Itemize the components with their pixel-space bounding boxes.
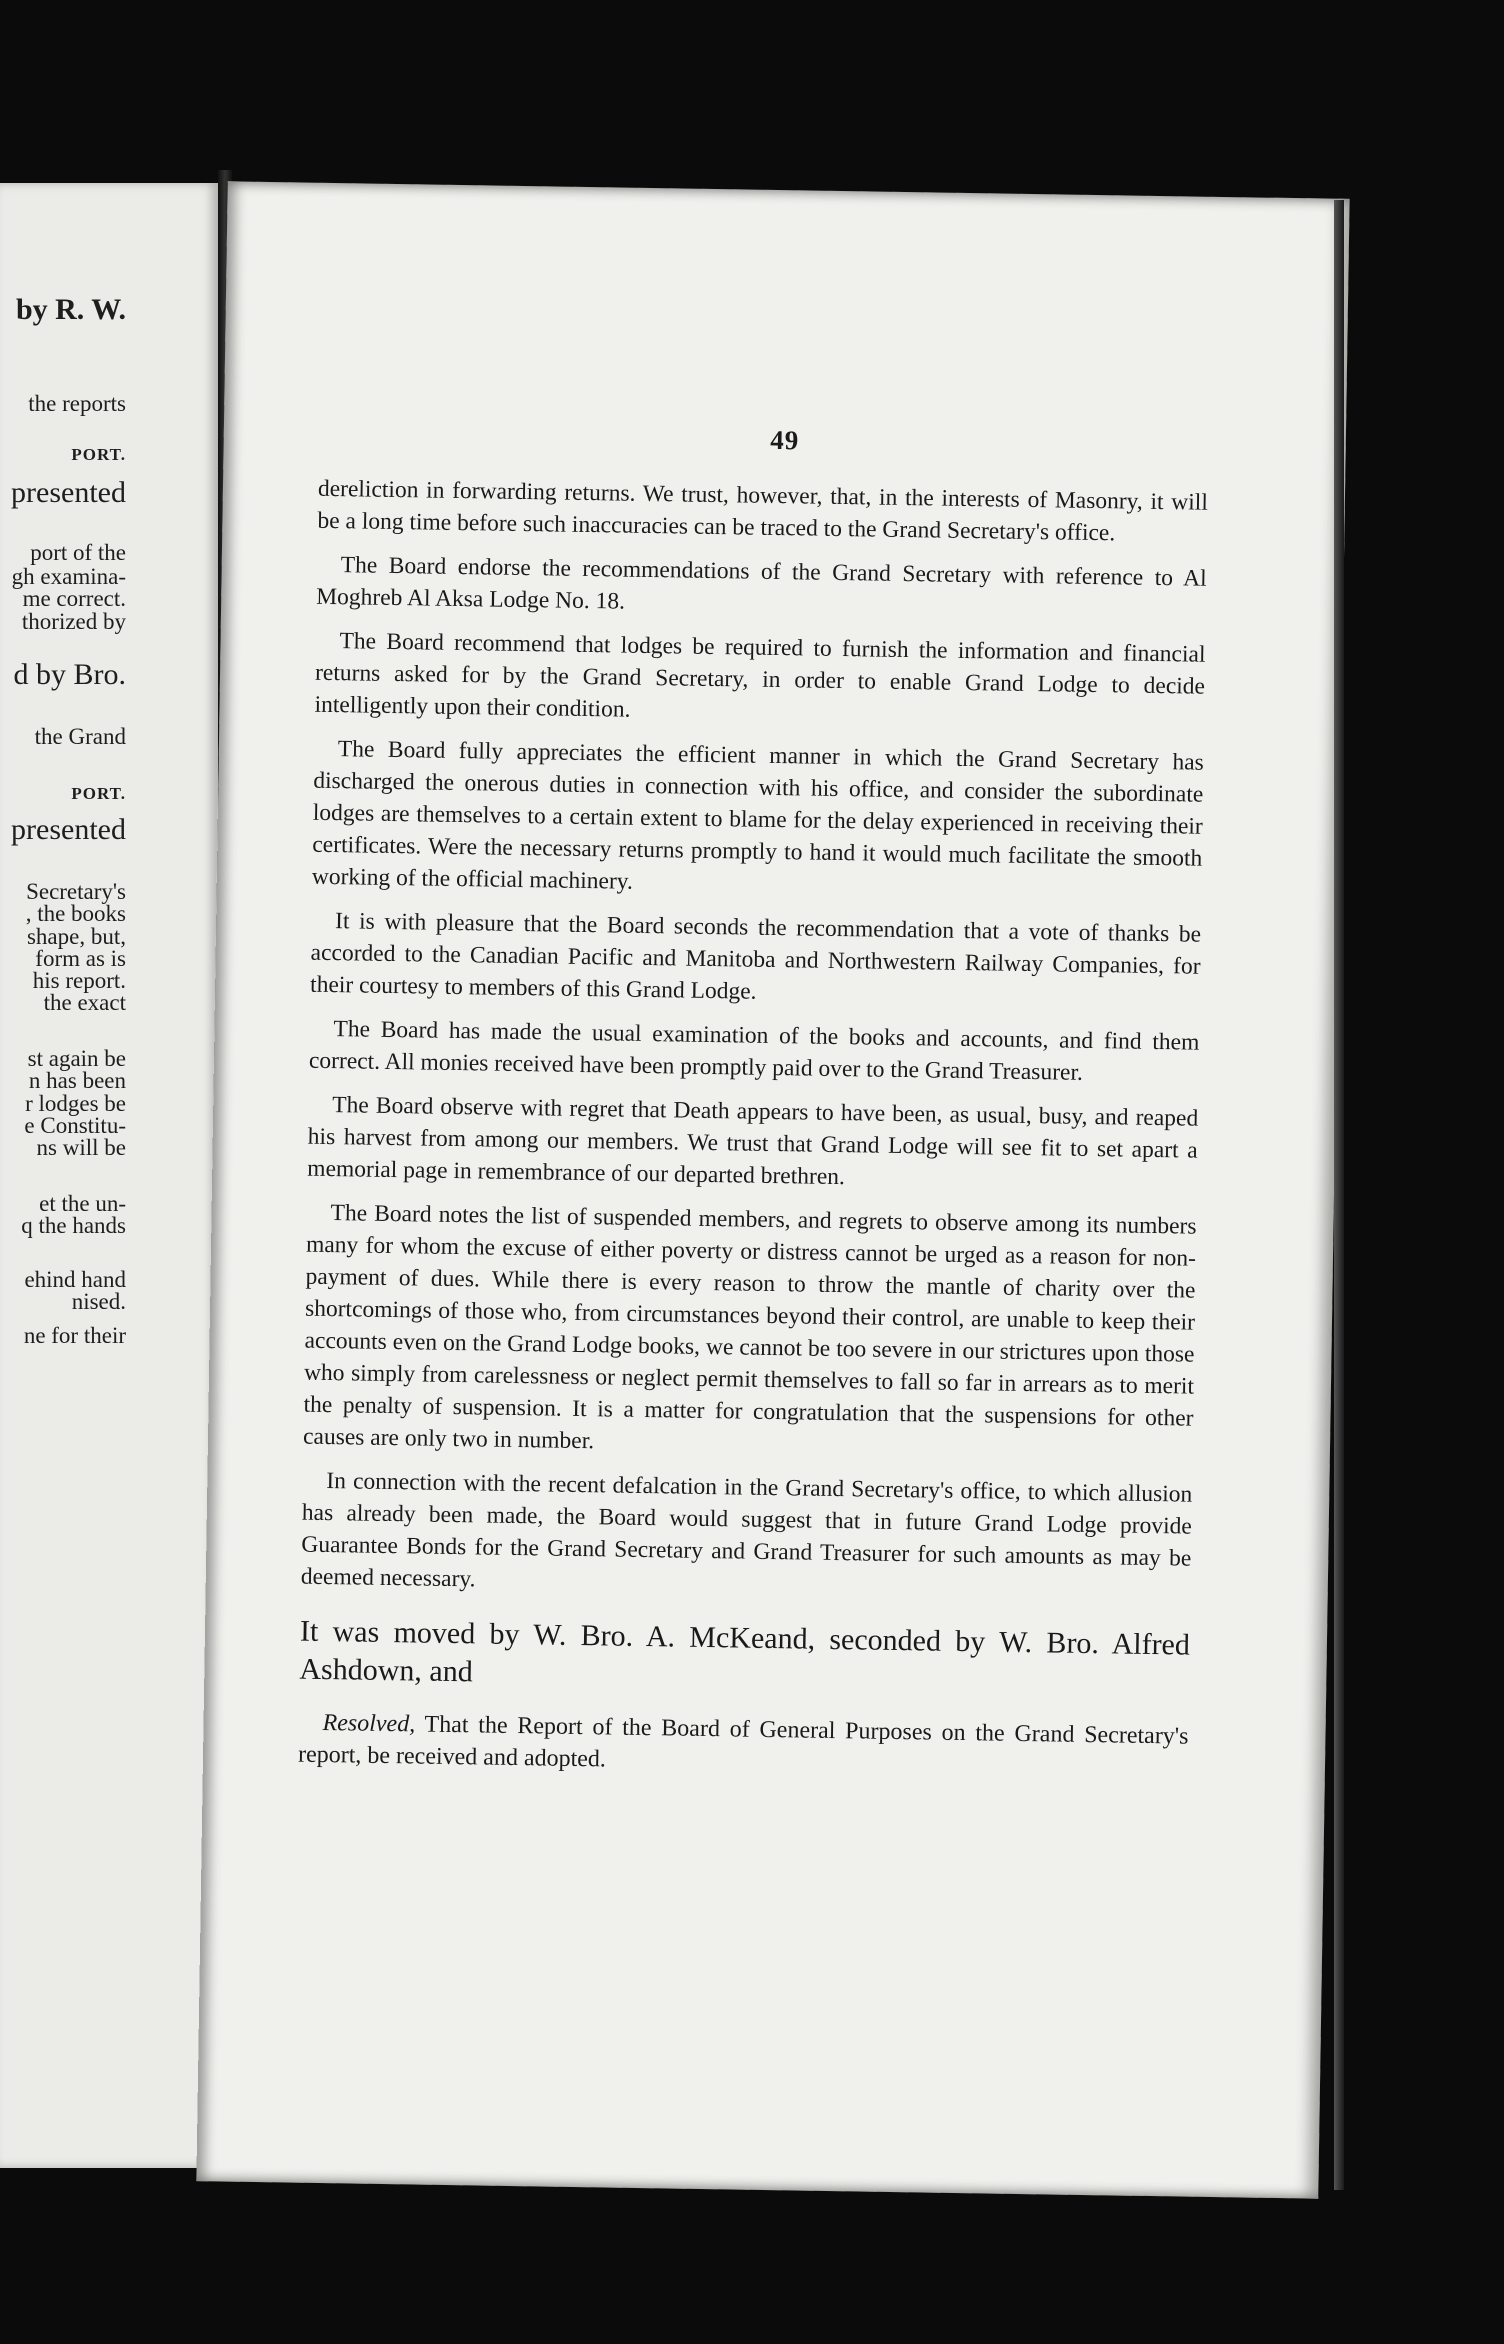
left-page-line: the reports (28, 391, 126, 416)
left-page-line: r lodges be (25, 1091, 126, 1116)
left-page-line: form as is (35, 946, 126, 971)
left-page-line: Secretary's (26, 879, 126, 904)
left-page-line: nised. (71, 1289, 126, 1314)
paragraph: The Board fully appreciates the efficient manner in which the Grand Secretary has discharged the onerous duties in connection with his office, and consider the subordinate lodges are themselves to a certain extent to blame for the delay experienced in receiving their certificates. Were the necessary returns promptly to hand it would much facilitate the smooth working of the official machinery. (311, 736, 1204, 895)
resolution-paragraph (298, 1707, 1189, 1785)
paragraph: The Board recommend that lodges be required to furnish the information and financial returns asked for by the Grand Secretary, in order to enable Grand Lodge to decide intelligently upon their condition. (314, 628, 1206, 723)
left-page-line: ns will be (36, 1135, 126, 1160)
left-page-line: his report. (32, 968, 126, 993)
left-page-line: ne for their (23, 1323, 126, 1348)
left-page-line: thorized by (21, 609, 126, 634)
left-page-line: me correct. (22, 586, 126, 611)
left-page-line: by R. W. (15, 293, 126, 326)
resolved-label: Resolved, (322, 1709, 416, 1738)
left-page-line: q the hands (21, 1213, 126, 1238)
left-page-line: PORT. (71, 445, 126, 464)
left-page-line: st again be (27, 1046, 126, 1071)
left-page-line: PORT. (71, 784, 126, 803)
page-edge (1334, 200, 1344, 2190)
left-page-line: the Grand (34, 724, 126, 749)
left-page-line: presented (11, 476, 126, 509)
left-page-line: shape, but, (26, 924, 126, 949)
left-page-line: , the books (25, 901, 126, 926)
paragraph: In connection with the recent defalcation in the Grand Secretary's office, to which allusion has already been made, the Board would suggest that in future Grand Lodge provide Guarantee Bonds for the Grand Secretary and Grand Treasurer for such amounts as may be deemed necessary. (300, 1468, 1193, 1593)
left-page-line: the exact (43, 990, 126, 1015)
page-body (298, 473, 1208, 1797)
left-page-line: n has been (28, 1068, 126, 1093)
left-page-line: presented (11, 813, 126, 846)
paragraph: The Board notes the list of suspended members, and regrets to observe among its numbers many for whom the excuse of either poverty or distress cannot be urged as a reason for non-payment of dues. While there is every reason to throw the mantle of charity over the shortcomings of those who, from circumstances beyond their control, are unable to keep their accounts even on the Grand Lodge books, we cannot be too severe in our strictures upon those who simply from carelessness or neglect permit themselves to fall so far in arrears as to merit the penalty of suspension. It is a matter for congratulation that the suspensions for other causes are only two in number. (302, 1200, 1197, 1455)
resolution-text: That the Report of the Board of General Purposes on the Grand Secretary's report, be received and adopted. (297, 1711, 1189, 1773)
left-page-line: et the un- (39, 1191, 126, 1216)
left-page-line: gh examina- (11, 564, 126, 589)
paragraph: dereliction in forwarding returns. We trust, however, that, in the interests of Masonry, it will be a long time before such inaccuracies can be traced to the Grand Secretary's office. (317, 475, 1209, 547)
paragraph: The Board endorse the recommendations of the Grand Secretary with reference to Al Moghreb Al Aksa Lodge No. 18. (316, 552, 1207, 615)
previous-page-fragment (0, 183, 218, 2168)
paragraph: The Board has made the usual examination of the books and accounts, and find them correct. All monies received have been promptly paid over to the Grand Treasurer. (308, 1016, 1200, 1086)
paragraph: It is with pleasure that the Board seconds the recommendation that a vote of thanks be accorded to the Canadian Pacific and Manitoba and Northwestern Railway Companies, for their courtesy to members of this Grand Lodge. (309, 908, 1202, 1005)
left-page-line: port of the (30, 540, 126, 565)
paragraph: The Board observe with regret that Death appears to have been, as usual, busy, and reaped his harvest from among our members. We trust that Grand Lodge will see fit to set apart a memorial page in remembrance of our departed brethren. (307, 1092, 1199, 1191)
left-page-line: d by Bro. (13, 658, 126, 691)
document-page (196, 181, 1349, 2198)
left-page-line: e Constitu- (24, 1113, 126, 1138)
left-page-line: ehind hand (24, 1267, 126, 1292)
motion-paragraph: It was moved by W. Bro. A. McKeand, seconded by W. Bro. Alfred Ashdown, and (299, 1614, 1191, 1689)
page-number: 49 (770, 424, 800, 456)
